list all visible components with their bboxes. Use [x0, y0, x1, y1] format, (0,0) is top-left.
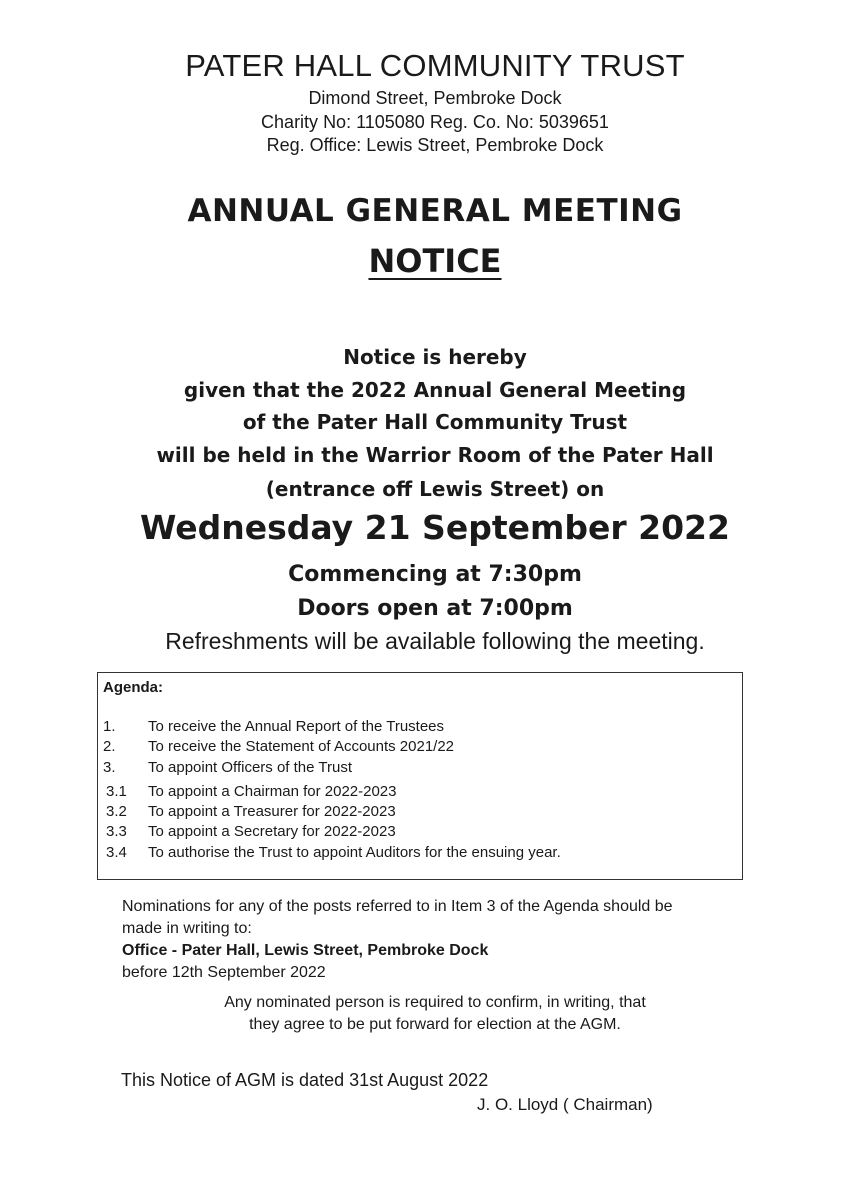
agenda-item-number: 1. — [103, 718, 116, 735]
doors-open-time: Doors open at 7:00pm — [297, 596, 573, 621]
commencing-time: Commencing at 7:30pm — [288, 562, 582, 587]
agenda-item-text: To appoint a Chairman for 2022-2023 — [148, 783, 397, 800]
notice-line: of the Pater Hall Community Trust — [242, 410, 628, 434]
confirmation-text: they agree to be put forward for election at the AGM. — [249, 1016, 621, 1033]
agenda-item-text: To appoint a Secretary for 2022-2023 — [148, 823, 396, 840]
notice-line: given that the 2022 Annual General Meeting — [183, 378, 687, 402]
agenda-item-number: 3.1 — [106, 783, 127, 800]
nominations-text: made in writing to: — [122, 920, 252, 937]
nominations-section — [122, 896, 742, 984]
agenda-heading: Agenda: — [103, 679, 163, 696]
nominations-deadline: before 12th September 2022 — [122, 964, 326, 981]
registered-office: Reg. Office: Lewis Street, Pembroke Dock — [266, 135, 604, 155]
notice-line: will be held in the Warrior Room of the Pater Hall — [156, 443, 714, 467]
agenda-item-number: 3.3 — [106, 823, 127, 840]
notice-line: Notice is hereby — [343, 345, 527, 369]
notice-line: (entrance off Lewis Street) on — [265, 477, 605, 501]
agenda-item-number: 3.2 — [106, 803, 127, 820]
registration-numbers: Charity No: 1105080 Reg. Co. No: 5039651 — [261, 112, 609, 132]
agenda-item-text: To appoint Officers of the Trust — [148, 759, 352, 776]
page-title: ANNUAL GENERAL MEETING — [187, 193, 683, 229]
notice-dated: This Notice of AGM is dated 31st August 2022 — [121, 1070, 489, 1090]
agenda-item-number: 3. — [103, 759, 116, 776]
notice-heading-text: NOTICE — [368, 242, 502, 280]
meeting-date: Wednesday 21 September 2022 — [140, 508, 730, 547]
agenda-item-text: To appoint a Treasurer for 2022-2023 — [148, 803, 396, 820]
signatory: J. O. Lloyd ( Chairman) — [477, 1095, 653, 1114]
agenda-item-number: 3.4 — [106, 844, 127, 861]
agenda-item-text: To receive the Statement of Accounts 2021/22 — [148, 738, 455, 755]
nominations-office: Office - Pater Hall, Lewis Street, Pembroke Dock — [122, 942, 489, 959]
nominations-text: Nominations for any of the posts referred to in Item 3 of the Agenda should be — [122, 898, 673, 915]
agenda-item-text: To receive the Annual Report of the Trustees — [148, 718, 445, 735]
organisation-address: Dimond Street, Pembroke Dock — [308, 88, 562, 108]
agenda-item-text: To authorise the Trust to appoint Auditors for the ensuing year. — [148, 844, 561, 861]
refreshments-note: Refreshments will be available following the meeting. — [165, 628, 705, 654]
organisation-name: PATER HALL COMMUNITY TRUST — [185, 48, 685, 83]
confirmation-text: Any nominated person is required to confirm, in writing, that — [224, 994, 646, 1011]
agenda-box — [97, 672, 743, 880]
agenda-item-number: 2. — [103, 738, 116, 755]
notice-heading — [22, 242, 848, 280]
